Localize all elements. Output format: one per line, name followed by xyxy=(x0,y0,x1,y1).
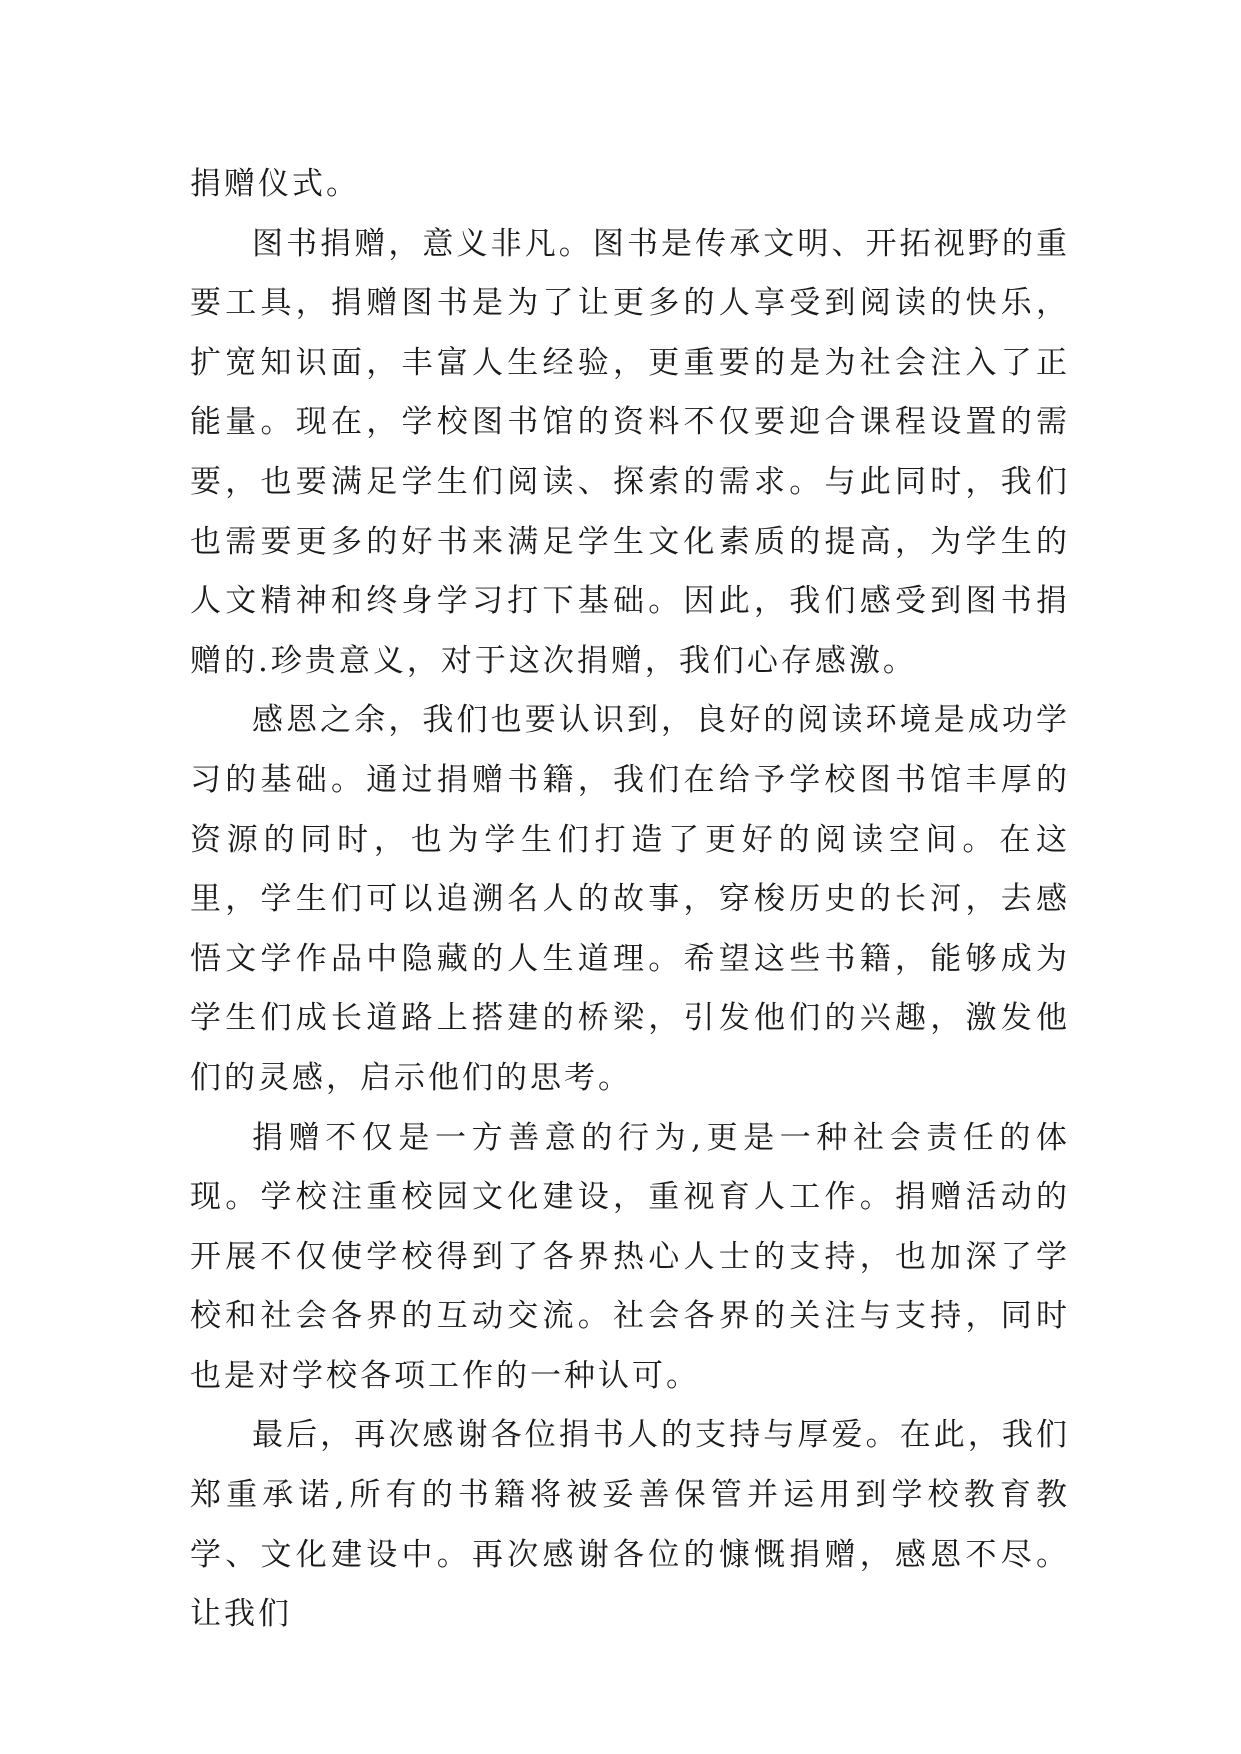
paragraph-meaning: 图书捐赠，意义非凡。图书是传承文明、开拓视野的重要工具，捐赠图书是为了让更多的人享受到阅读的快乐，扩宽知识面，丰富人生经验，更重要的是为社会注入了正能量。现在，学校图书馆的资料不仅要迎合课程设置的需要，也要满足学生们阅读、探索的需求。与此同时，我们也需要更多的好书来满足学生文化素质的提高，为学生的人文精神和终身学习打下基础。因此，我们感受到图书捐赠的.珍贵意义，对于这次捐赠，我们心存感激。 xyxy=(190,225,1070,679)
document-body xyxy=(190,155,1070,1645)
paragraph-responsibility: 捐赠不仅是一方善意的行为,更是一种社会责任的体现。学校注重校园文化建设，重视育人工作。捐赠活动的开展不仅使学校得到了各界热心人士的支持，也加深了学校和社会各界的互动交流。社会各界的关注与支持，同时也是对学校各项工作的一种认可。 xyxy=(190,1119,1070,1394)
paragraph-ceremony: 捐赠仪式。 xyxy=(190,166,360,202)
paragraph-gratitude: 感恩之余，我们也要认识到，良好的阅读环境是成功学习的基础。通过捐赠书籍，我们在给予学校图书馆丰厚的资源的同时，也为学生们打造了更好的阅读空间。在这里，学生们可以追溯名人的故事，穿梭历史的长河，去感悟文学作品中隐藏的人生道理。希望这些书籍，能够成为学生们成长道路上搭建的桥梁，引发他们的兴趣，激发他们的灵感，启示他们的思考。 xyxy=(190,702,1070,1096)
paragraph-closing: 最后，再次感谢各位捐书人的支持与厚爱。在此，我们郑重承诺,所有的书籍将被妥善保管并运用到学校教育教学、文化建设中。再次感谢各位的慷慨捐赠，感恩不尽。让我们 xyxy=(190,1417,1070,1633)
